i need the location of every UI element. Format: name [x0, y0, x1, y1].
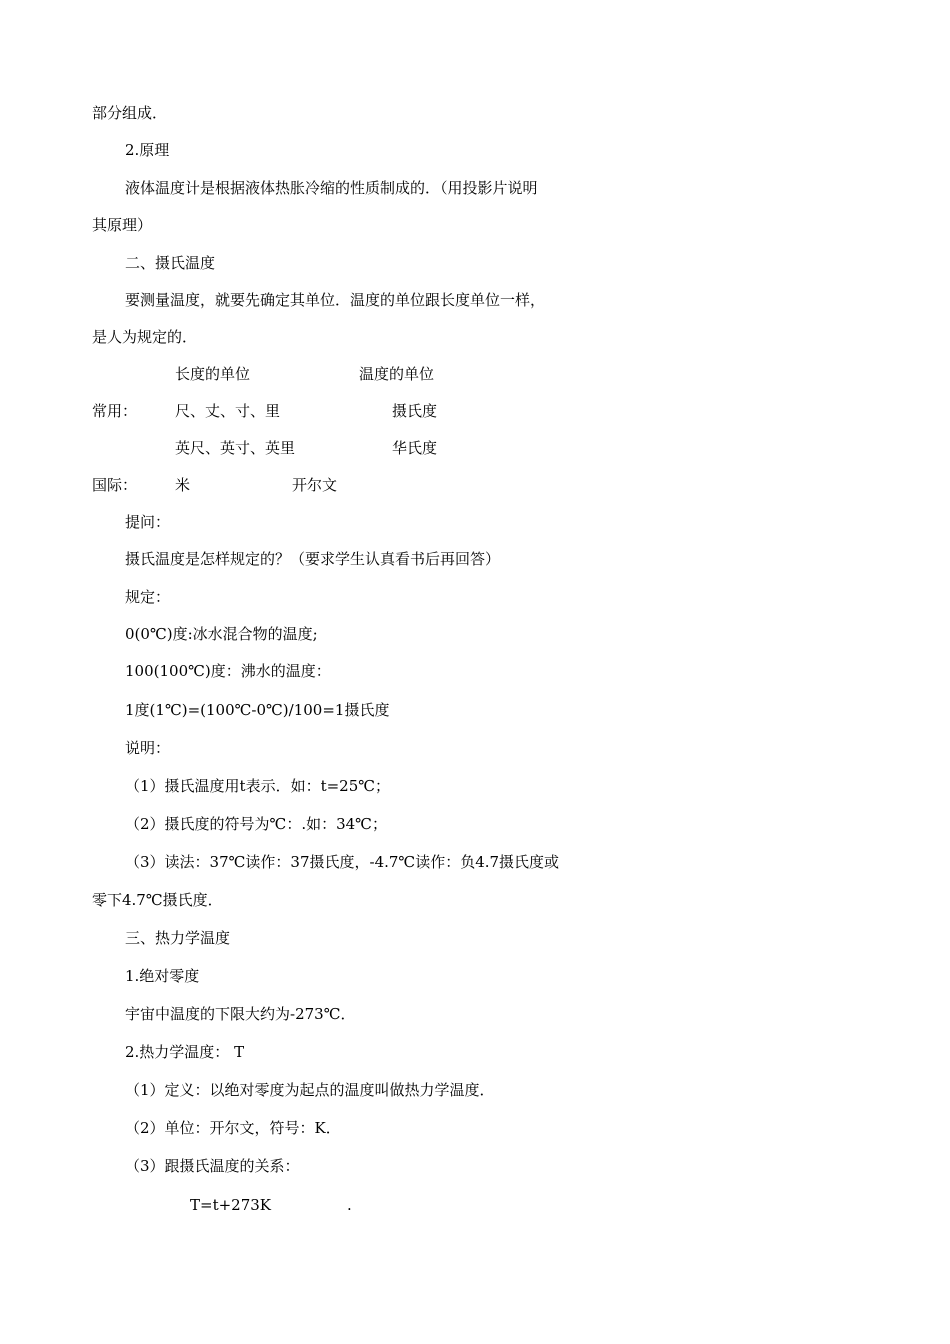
table-header-length: 长度的单位	[175, 365, 251, 383]
list-item: （2）单位：开尔文，符号：K．	[125, 1119, 341, 1137]
list-item: （2）摄氏度的符号为℃：.如：34℃；	[125, 815, 387, 833]
table-row-label: 国际：	[92, 476, 138, 494]
paragraph-line: 部分组成．	[92, 104, 168, 122]
table-cell: 开尔文	[292, 476, 338, 494]
formula: T=t+273K	[190, 1196, 272, 1214]
list-item: （1）定义：以绝对零度为起点的温度叫做热力学温度．	[125, 1081, 495, 1099]
section-heading: 三、热力学温度	[125, 929, 231, 947]
paragraph-line: 液体温度计是根据液体热胀冷缩的性质制成的．（用投影片说明	[125, 179, 538, 197]
table-cell: 英尺、英寸、英里	[175, 439, 296, 457]
paragraph-line: 零下4.7℃摄氏度．	[92, 891, 223, 909]
paragraph-line: 100(100℃)度：沸水的温度：	[125, 662, 331, 680]
paragraph-line: 规定：	[125, 588, 171, 606]
section-heading: 二、摄氏温度	[125, 254, 216, 272]
paragraph-line: 0(0℃)度:冰水混合物的温度;	[125, 625, 318, 643]
subsection-heading: 2.热力学温度： T	[125, 1043, 245, 1061]
list-item: （3）跟摄氏温度的关系：	[125, 1157, 300, 1175]
paragraph-line: 1度(1℃)=(100℃-0℃)/100=1摄氏度	[125, 701, 390, 719]
paragraph-line: 要测量温度，就要先确定其单位．温度的单位跟长度单位一样，	[125, 291, 546, 309]
table-cell: 尺、丈、寸、里	[175, 402, 281, 420]
table-cell: 华氏度	[392, 439, 438, 457]
paragraph-line: 提问：	[125, 513, 171, 531]
section-heading: 2.原理	[125, 141, 170, 159]
list-item: （1）摄氏温度用t表示．如：t=25℃；	[125, 777, 391, 795]
table-row-label: 常用：	[92, 402, 138, 420]
paragraph-line: 摄氏温度是怎样规定的？（要求学生认真看书后再回答）	[125, 550, 501, 568]
paragraph-line: 其原理）	[92, 216, 153, 234]
list-item: （3）读法：37℃读作：37摄氏度，-4.7℃读作：负4.7摄氏度或	[125, 853, 560, 871]
table-cell: 米	[175, 476, 191, 494]
formula-period: .	[347, 1196, 352, 1214]
paragraph-line: 是人为规定的．	[92, 328, 198, 346]
paragraph-line: 说明：	[125, 739, 171, 757]
table-header-temperature: 温度的单位	[359, 365, 435, 383]
paragraph-line: 宇宙中温度的下限大约为-273℃．	[125, 1005, 356, 1023]
subsection-heading: 1.绝对零度	[125, 967, 200, 985]
table-cell: 摄氏度	[392, 402, 438, 420]
